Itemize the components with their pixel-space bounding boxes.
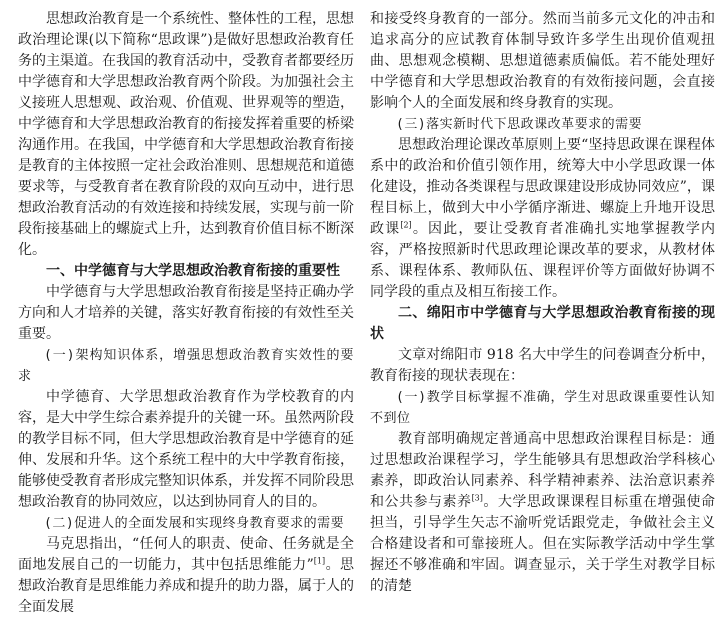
paragraph: 中学德育与大学思想政治教育衔接是坚持正确办学方向和人才培养的关键，落实好教育衔接的有效性至关重要。 xyxy=(18,284,354,342)
paragraph: 和接受终身教育的一部分。然而当前多元文化的冲击和追求高分的应试教育体制导致许多学生出现价值观扭曲、思想观念模糊、思想道德素质偏低。若不能处理好中学德育和大学思想政治教育的有效衔接问题，会直接影响个人的全面发展和终身教育的实现。 xyxy=(370,11,715,111)
citation-ref: [2] xyxy=(400,220,412,230)
subsection-heading: (一)架构知识体系，增强思想政治教育实效性的要求 xyxy=(18,348,354,384)
paragraph: 中学德育、大学思想政治教育作为学校教育的内容，是大中学生综合素养提升的关键一环。虽然两阶段的教学目标不同，但大学思想政治教育是中学德育的延伸、发展和升华。这个系统工程中的大中学教育衔接，能够使受教育者形成完整知识体系，并发挥不同阶段思想政治教育的协同效应，以达到协同育人的目的。 xyxy=(18,389,354,510)
right-column xyxy=(370,9,715,597)
citation-ref: [1] xyxy=(313,556,326,566)
section-heading: 二、绵阳市中学德育与大学思想政治教育衔接的现状 xyxy=(370,305,715,342)
paragraph xyxy=(370,135,715,303)
paragraph-text: 。思想政治教育是思维能力养成和提升的助力器，属于人的全面发展 xyxy=(18,557,355,615)
paragraph: 文章对绵阳市 918 名大中学生的问卷调查分析中，教育衔接的现状表现在： xyxy=(370,347,715,384)
citation-ref: [3] xyxy=(471,493,483,503)
subsection-heading: (三)落实新时代下思政课改革要求的需要 xyxy=(396,117,643,132)
paragraph-text: 教育部明确规定普通高中思想政治课程目标是：通过思想政治课程学习，学生能够具有思想政治学科核心素养，即政治认同素养、科学精神素养、法治意识素养和公共参与素养 xyxy=(370,431,715,510)
section-heading: 一、中学德育与大学思想政治教育衔接的重要性 xyxy=(46,263,340,279)
paragraph-text: 。因此，要让受教育者准确扎实地掌握教学内容，严格按照新时代思政理论课改革的要求，从教材体系、课程体系、教师队伍、课程评价等方面做好协调不同学段的重点及相互衔接工作。 xyxy=(370,221,716,300)
paragraph-text: 。大学思政课课程目标重在增强使命担当，引导学生矢志不渝听党话跟党走，争做社会主义合格建设者和可靠接班人。但在实际教学活动中学生掌握还不够准确和牢固。调查显示，关于学生对教学目标的清楚 xyxy=(370,494,716,594)
subsection-heading: (一)教学目标掌握不准确，学生对思政课重要性认知不到位 xyxy=(370,390,715,426)
paragraph xyxy=(370,429,715,597)
paragraph-text: 马克思指出，“任何人的职责、使命、任务就是全面地发展自己的一切能力，其中包括思维能力” xyxy=(18,536,354,573)
paragraph: 思想政治教育是一个系统性、整体性的工程，思想政治理论课(以下简称“思政课”)是做好思想政治教育任务的主渠道。在我国的教育活动中，受教育者都要经历中学德育和大学思想政治教育两个阶段。为加强社会主义接班人思想观、政治观、价值观、世界观等的塑造，中学德育和大学思想政治教育的衔接发挥着重要的桥梁沟通作用。在我国，中学德育和大学思想政治教育衔接是教育的主体按照一定社会政治准则、思想规范和道德要求等，与受教育者在教育阶段的双向互动中，进行思想政治教育活动的有效连接和持续发展，实现与前一阶段衔接基础上的螺旋式上升，达到教育价值目标不断深化。 xyxy=(18,11,354,258)
paragraph xyxy=(18,534,354,618)
paragraph-text: 思想政治理论课改革原则上要“坚持思政课在课程体系中的政治和价值引领作用，统筹大中小学思政课一体化建设，推动各类课程与思政课建设形成协同效应”，课程目标上，做到大中小学循序渐进、螺旋上升地开设思政课 xyxy=(370,137,715,237)
subsection-heading: (二)促进人的全面发展和实现终身教育要求的需要 xyxy=(44,516,345,531)
left-column xyxy=(18,9,354,618)
